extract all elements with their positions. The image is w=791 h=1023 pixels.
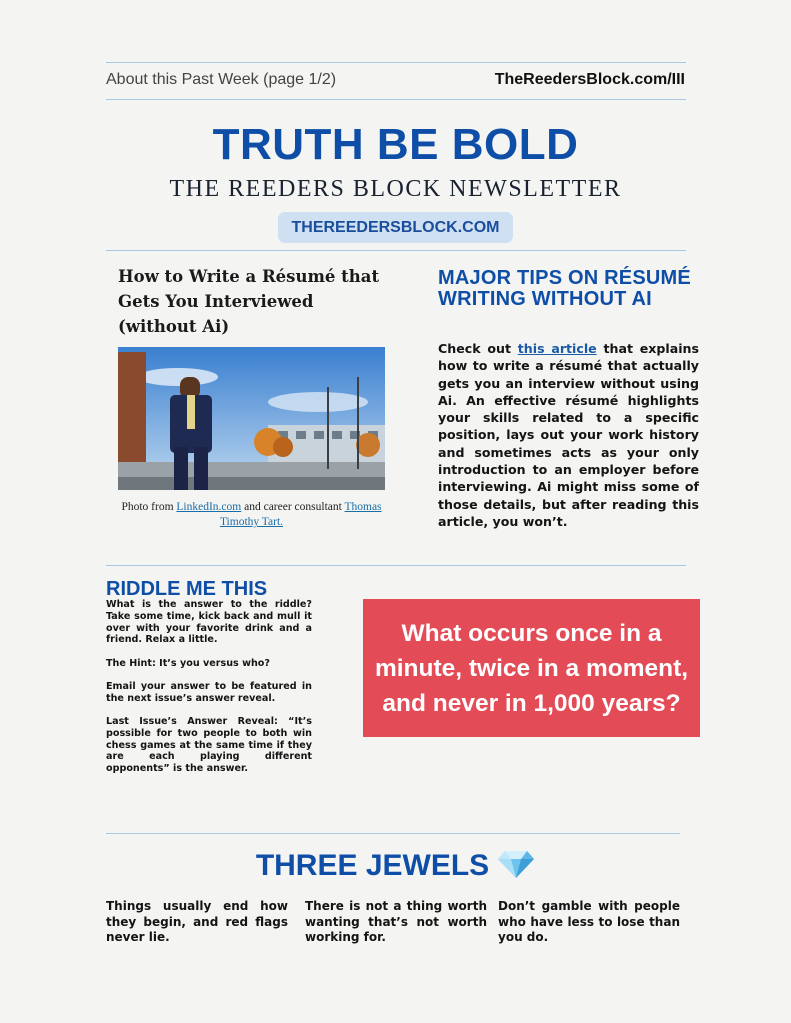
riddle-body: [106, 599, 312, 787]
article-title: How to Write a Résumé that Gets You Interviewed (without Ai): [118, 267, 380, 336]
article-link[interactable]: this article: [517, 341, 597, 356]
riddle-question-box: [363, 599, 700, 737]
riddle-heading: RIDDLE ME THIS: [106, 578, 268, 600]
linkedin-link[interactable]: LinkedIn.com: [176, 501, 242, 513]
riddle-question: What occurs once in a minute, twice in a moment, and never in 1,000 years?: [374, 619, 689, 717]
masthead-rule: [106, 250, 686, 251]
riddle-intro: What is the answer to the riddle? Take some time, kick back and mull it over with your favorite drink and a friend. Relax a little.: [106, 599, 312, 646]
top-rule: [106, 62, 686, 63]
gem-icon: [497, 849, 535, 879]
riddle-hint: The Hint: It’s you versus who?: [106, 657, 270, 669]
consultant-link[interactable]: Thomas Timothy Tart.: [219, 501, 382, 528]
article-photo: [118, 347, 385, 490]
site-url[interactable]: TheReedersBlock.com/III: [494, 71, 685, 88]
site-link-button[interactable]: THEREEDERSBLOCK.COM: [278, 212, 513, 243]
jewel-1: Things usually end how they begin, and red flags never lie.: [106, 899, 288, 944]
tips-body: Check out this article that explains how to write a résumé that actually gets you an interview without using Ai. An effective résumé highlights your skills related to a specific position, lays out your work history and sometimes acts as your only introduction to an employer before interviewing. Ai might miss some of those details, but after reading this article, you won’t.: [438, 341, 700, 529]
tips-heading: MAJOR TIPS ON RÉSUMÉ WRITING WITHOUT AI: [438, 267, 691, 310]
header-rule: [106, 99, 686, 100]
jewels-heading: THREE JEWELS: [0, 849, 791, 883]
riddle-last-answer: Last Issue’s Answer Reveal: “It’s possible for two people to both win chess games at the same time if they are each playing different opponents” is the answer.: [106, 716, 312, 775]
section-rule: [106, 565, 686, 566]
jewel-3: Don’t gamble with people who have less to lose than you do.: [498, 899, 680, 944]
newsletter-subtitle: THE REEDERS BLOCK NEWSLETTER: [169, 176, 622, 202]
jewel-2: There is not a thing worth wanting that’s not worth working for.: [305, 899, 487, 944]
photo-caption: Photo from LinkedIn.com and career consultant Thomas Timothy Tart.: [121, 501, 382, 528]
newsletter-title: TRUTH BE BOLD: [212, 120, 579, 169]
riddle-email: Email your answer to be featured in the next issue’s answer reveal.: [106, 680, 312, 704]
jewels-rule: [106, 833, 680, 834]
page-label: About this Past Week (page 1/2): [106, 71, 337, 88]
